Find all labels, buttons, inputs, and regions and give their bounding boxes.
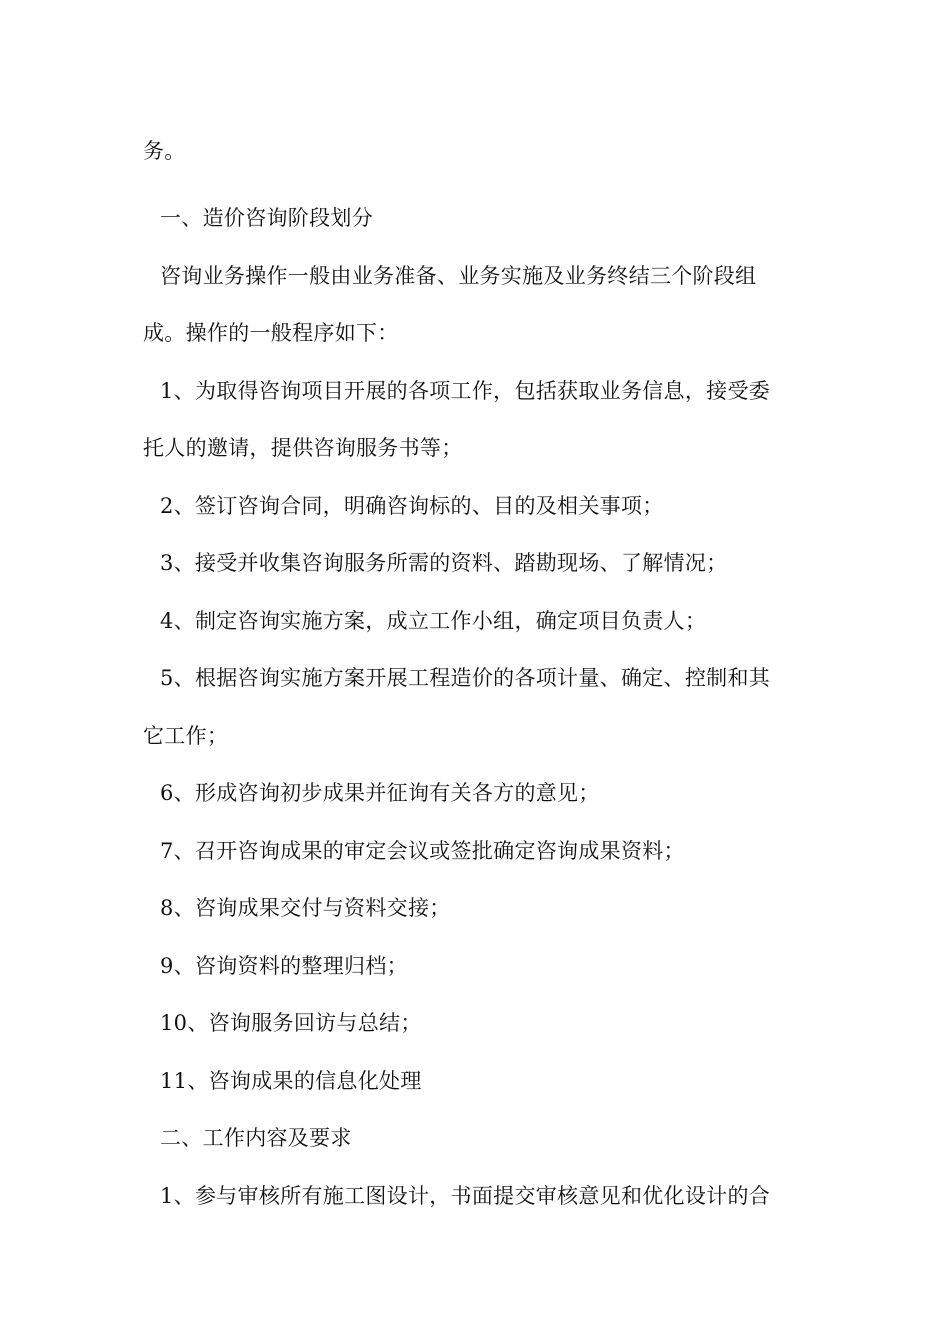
list-item: 8、咨询成果交付与资料交接； [160,896,451,920]
text-line: 托人的邀请，提供咨询服务书等； [143,436,463,460]
section-heading: 一、造价咨询阶段划分 [160,206,373,230]
list-item: 3、接受并收集咨询服务所需的资料、踏勘现场、了解情况； [160,551,728,575]
list-item: 2、签订咨询合同，明确咨询标的、目的及相关事项； [160,494,664,518]
text-line: 成。操作的一般程序如下： [143,321,399,345]
list-item: 1、参与审核所有施工图设计，书面提交审核意见和优化设计的合 [160,1184,771,1208]
list-item: 5、根据咨询实施方案开展工程造价的各项计量、确定、控制和其 [160,666,771,690]
list-item: 7、召开咨询成果的审定会议或签批确定咨询成果资料； [160,839,685,863]
list-item: 6、形成咨询初步成果并征询有关各方的意见； [160,781,600,805]
text-line: 咨询业务操作一般由业务准备、业务实施及业务终结三个阶段组 [160,264,757,288]
text-line: 务。 [143,139,186,163]
list-item: 11、咨询成果的信息化处理 [160,1069,422,1093]
list-item: 9、咨询资料的整理归档； [160,954,408,978]
list-item: 1、为取得咨询项目开展的各项工作，包括获取业务信息，接受委 [160,379,771,403]
list-item: 10、咨询服务回访与总结； [160,1011,422,1035]
text-line: 它工作； [143,724,229,748]
list-item: 4、制定咨询实施方案，成立工作小组，确定项目负责人； [160,609,707,633]
section-heading: 二、工作内容及要求 [160,1126,352,1150]
